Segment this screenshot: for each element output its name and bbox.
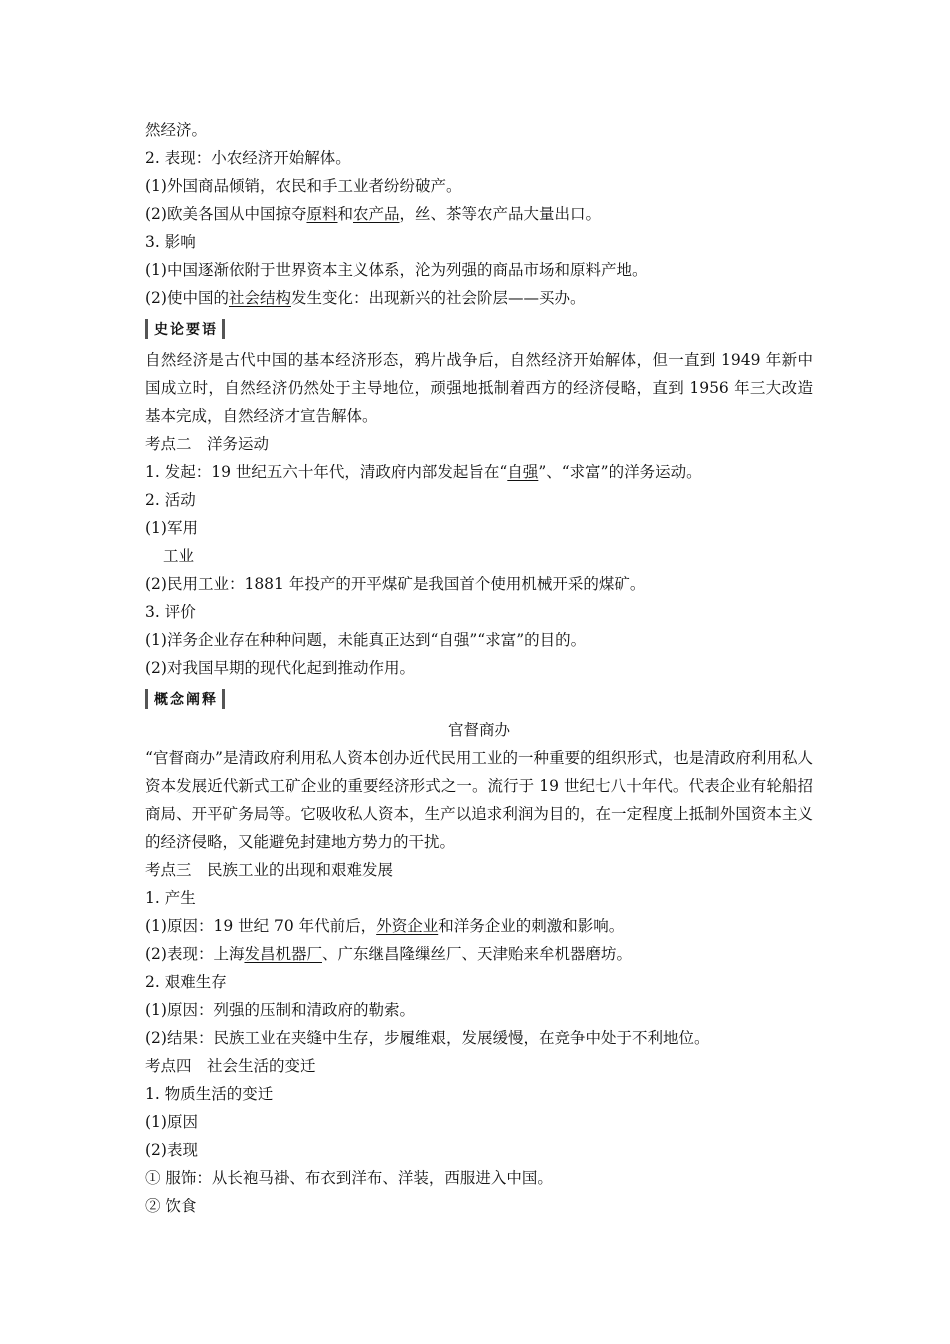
page-content — [145, 116, 813, 1220]
underlined-term: 发昌机器厂 — [244, 945, 322, 963]
text-line: (2)民用工业：1881 年投产的开平煤矿是我国首个使用机械开采的煤矿。 — [145, 575, 646, 593]
underlined-term: 原料 — [306, 205, 338, 223]
text-line — [145, 284, 813, 312]
concept-paragraph: “官督商办”是清政府利用私人资本创办近代民用工业的一种重要的组织形式，也是清政府利用私人资本发展近代新式工矿企业的重要经济形式之一。流行于 19 世纪七八十年代。代表企业有轮船招商局、开平矿务局等。它吸收私人资本，生产以追求利润为目的，在一定程度上抵制外国资本主义的经济侵略，又能避免封建地方势力的干扰。 — [145, 749, 813, 851]
text-span: 、广东继昌隆缫丝厂、天津贻来牟机器磨坊。 — [321, 945, 632, 963]
text-line: (1)中国逐渐依附于世界资本主义体系，沦为列强的商品市场和原料产地。 — [145, 261, 648, 279]
section-heading: 考点三 民族工业的出现和艰难发展 — [145, 861, 394, 879]
text-span: (2)使中国的 — [145, 289, 229, 307]
section-heading: 考点四 社会生活的变迁 — [145, 1057, 316, 1075]
text-line: (1)原因 — [145, 1113, 198, 1131]
section-tag-label: 史论要语 — [154, 322, 218, 338]
section-tag-label: 概念阐释 — [154, 692, 218, 708]
text-line: 1. 物质生活的变迁 — [145, 1085, 274, 1103]
underlined-term: 农产品 — [353, 205, 400, 223]
text-span: (2)欧美各国从中国掠夺 — [145, 205, 307, 223]
text-line: (1)外国商品倾销，农民和手工业者纷纷破产。 — [145, 177, 462, 195]
text-span: 发生变化：出现新兴的社会阶层——买办。 — [290, 289, 586, 307]
concept-title: 官督商办 — [447, 721, 510, 739]
underlined-term: 外资企业 — [376, 917, 439, 935]
text-line: 1. 产生 — [145, 889, 196, 907]
text-line — [145, 940, 813, 968]
text-line: ② 饮食 — [145, 1197, 197, 1215]
section-tag — [145, 318, 225, 340]
text-line: ① 服饰：从长袍马褂、布衣到洋布、洋装，西服进入中国。 — [145, 1169, 553, 1187]
text-line: 工业 — [163, 547, 195, 565]
section-tag-row — [145, 682, 813, 716]
tag-bar-right — [222, 689, 225, 709]
text-span: 和 — [337, 205, 353, 223]
text-line: 然经济。 — [145, 121, 208, 139]
text-line: (1)原因：列强的压制和清政府的勒索。 — [145, 1001, 415, 1019]
text-span: ，丝、茶等农产品大量出口。 — [399, 205, 602, 223]
text-line: (1)洋务企业存在种种问题，未能真正达到“自强”“求富”的目的。 — [145, 631, 587, 649]
text-span: 和洋务企业的刺激和影响。 — [438, 917, 625, 935]
section-tag — [145, 688, 225, 710]
underlined-term: 社会结构 — [228, 289, 291, 307]
text-line: (1)军用 — [145, 519, 198, 537]
section-tag-row — [145, 312, 813, 346]
underlined-term: 自强 — [507, 463, 539, 481]
text-line — [145, 200, 813, 228]
text-line: (2)对我国早期的现代化起到推动作用。 — [145, 659, 415, 677]
text-line: 2. 活动 — [145, 491, 196, 509]
text-line: 2. 艰难生存 — [145, 973, 227, 991]
text-line — [145, 458, 813, 486]
text-span: ”、“求富”的洋务运动。 — [538, 463, 702, 481]
tag-bar-right — [222, 319, 225, 339]
section-heading: 考点二 洋务运动 — [145, 435, 270, 453]
text-line: 3. 评价 — [145, 603, 196, 621]
text-line — [145, 912, 813, 940]
text-span: (2)表现：上海 — [145, 945, 245, 963]
text-span: 1. 发起：19 世纪五六十年代，清政府内部发起旨在“ — [145, 463, 508, 481]
text-span: (1)原因：19 世纪 70 年代前后， — [145, 917, 377, 935]
text-line: (2)结果：民族工业在夹缝中生存，步履维艰，发展缓慢，在竞争中处于不利地位。 — [145, 1029, 710, 1047]
text-line: 2. 表现：小农经济开始解体。 — [145, 149, 351, 167]
text-line: 3. 影响 — [145, 233, 196, 251]
summary-paragraph: 自然经济是古代中国的基本经济形态，鸦片战争后，自然经济开始解体，但一直到 1949 年新中国成立时，自然经济仍然处于主导地位，顽强地抵制着西方的经济侵略，直到 1956 年三大改造基本完成，自然经济才宣告解体。 — [145, 351, 813, 425]
text-line: (2)表现 — [145, 1141, 198, 1159]
